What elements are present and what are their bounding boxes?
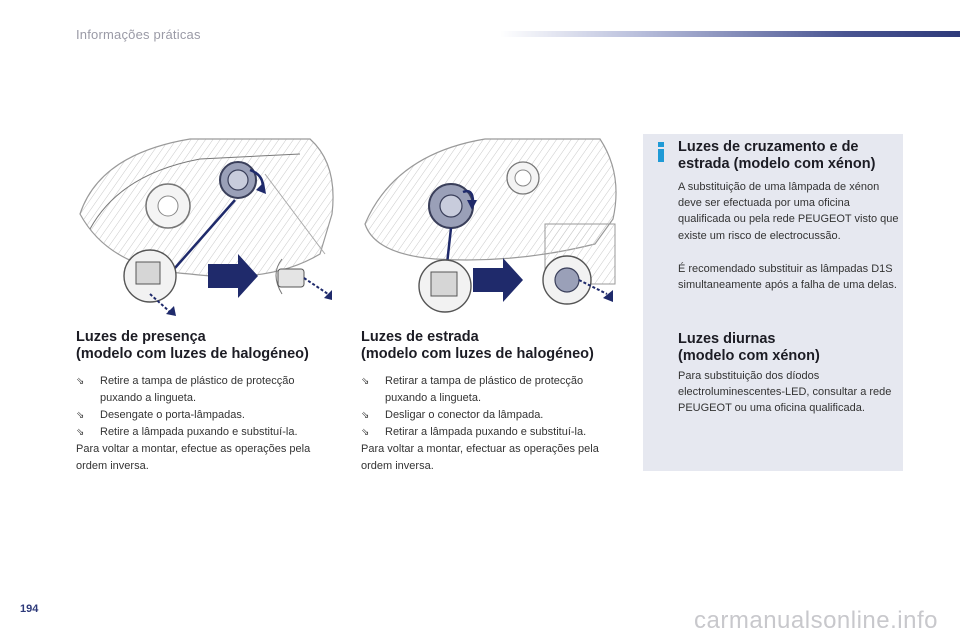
arrow-bullet-icon: ⇘	[76, 376, 85, 387]
xenon-beam-recommendation: É recomendado substituir as lâmpadas D1S simultaneamente após a falha de uma delas.	[678, 263, 897, 292]
section-title: Luzes de presença (modelo com luzes de halogéneo)	[76, 329, 309, 362]
main-beam-illustration	[355, 134, 623, 319]
steps-list	[76, 373, 338, 441]
xenon-beam-title: Luzes de cruzamento e de estrada (modelo com xénon)	[678, 139, 876, 172]
arrow-bullet-icon: ⇘	[76, 410, 85, 421]
steps-list	[361, 373, 623, 441]
page-header-title: Informações práticas	[76, 27, 201, 42]
list-item: ⇘ Retire a lâmpada puxando e substituí-la.	[76, 424, 338, 441]
list-item: ⇘ Desengate o porta-lâmpadas.	[76, 407, 338, 424]
header-accent-bar	[500, 31, 960, 37]
page-number: 194	[20, 603, 39, 615]
arrow-bullet-icon: ⇘	[361, 427, 370, 438]
xenon-beam-text: A substituição de uma lâmpada de xénon deve ser efectuada por uma oficina qualificada ou pela rede PEUGEOT visto que existe um risco de electrocussão.	[678, 181, 899, 242]
list-item: ⇘ Desligar o conector da lâmpada.	[361, 407, 623, 424]
sidelight-section	[70, 134, 338, 475]
list-item: ⇘ Retire a tampa de plástico de protecção puxando a lingueta.	[76, 375, 295, 404]
list-item: ⇘ Retirar a lâmpada puxando e substituí-la.	[361, 424, 623, 441]
arrow-bullet-icon: ⇘	[361, 376, 370, 387]
info-icon	[654, 142, 668, 162]
sidelight-illustration	[70, 134, 338, 319]
section-title: Luzes de estrada (modelo com luzes de halogéneo)	[361, 329, 594, 362]
arrow-bullet-icon: ⇘	[76, 427, 85, 438]
reassembly-note: Para voltar a montar, efectuar as operações pela ordem inversa.	[361, 443, 599, 472]
daytime-lights-text: Para substituição dos díodos electroluminescentes-LED, consultar a rede PEUGEOT ou uma oficina qualificada.	[678, 370, 892, 415]
arrow-bullet-icon: ⇘	[361, 410, 370, 421]
main-beam-section	[355, 134, 623, 475]
list-item: ⇘ Retirar a tampa de plástico de protecção puxando a lingueta.	[361, 375, 584, 404]
daytime-lights-title: Luzes diurnas (modelo com xénon)	[678, 331, 820, 364]
watermark: carmanualsonline.info	[694, 607, 938, 634]
reassembly-note: Para voltar a montar, efectue as operações pela ordem inversa.	[76, 443, 311, 472]
info-box	[643, 134, 903, 471]
